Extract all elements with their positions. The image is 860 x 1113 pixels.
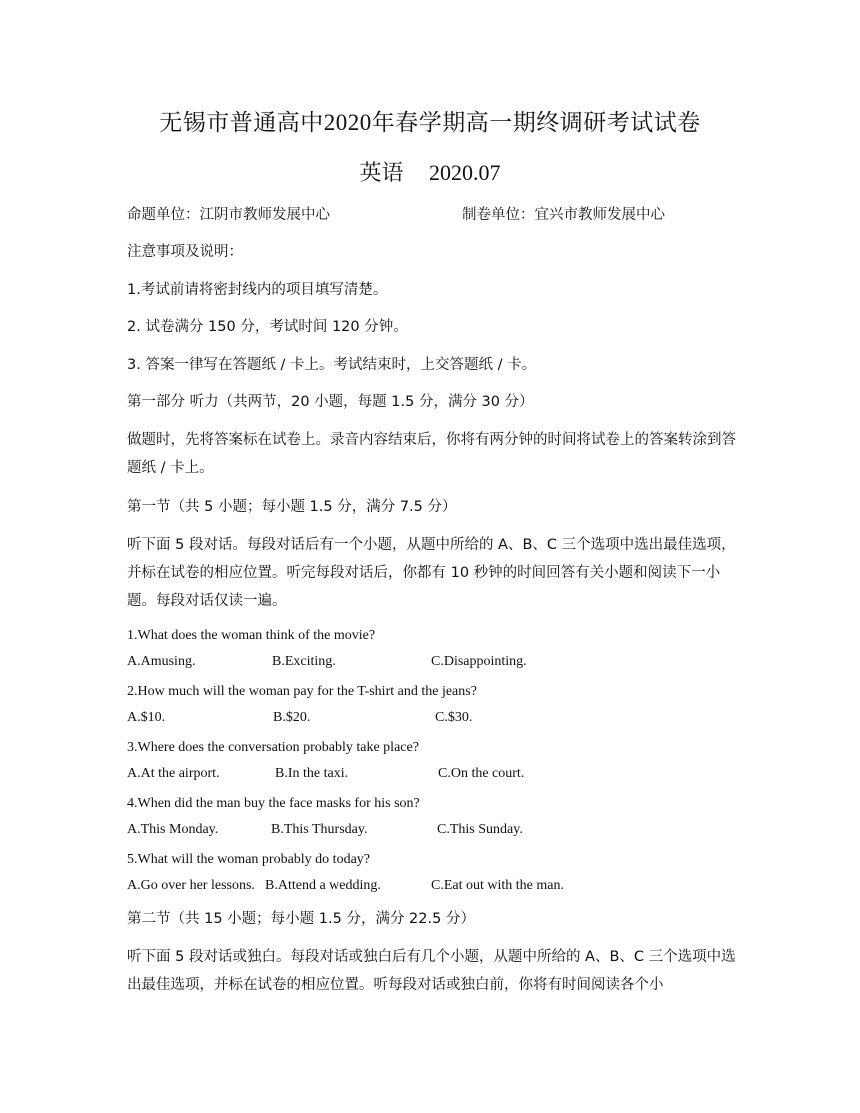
option-a: A.Go over her lessons. [127, 878, 255, 893]
subject-label: 英语 [359, 160, 404, 185]
option-c: C.This Sunday. [437, 822, 523, 837]
note-item: 2. 试卷满分 150 分，考试时间 120 分钟。 [127, 319, 408, 335]
section2-instructions: 听下面 5 段对话或独白。每段对话或独白后有几个小题，从题中所给的 A、B、C 三个选项中选出最佳选项，并标在试卷的相应位置。听每段对话或独白前，你将有时间阅读各个小 [127, 949, 736, 993]
section2-heading: 第二节（共 15 小题；每小题 1.5 分，满分 22.5 分） [127, 911, 475, 927]
setter-unit: 命题单位：江阴市教师发展中心 [127, 207, 330, 223]
option-b: B.In the taxi. [275, 766, 349, 781]
option-a: A.$10. [127, 710, 166, 725]
option-c: C.Eat out with the man. [431, 878, 564, 893]
part1-heading: 第一部分 听力（共两节，20 小题，每题 1.5 分，满分 30 分） [127, 394, 534, 410]
option-b: B.This Thursday. [271, 822, 368, 837]
question-stem: 4.When did the man buy the face masks for his son? [127, 796, 420, 811]
note-item: 3. 答案一律写在答题纸 / 卡上。考试结束时，上交答题纸 / 卡。 [127, 357, 537, 373]
exam-subtitle [0, 156, 860, 187]
option-b: B.$20. [273, 710, 311, 725]
notes-heading: 注意事项及说明： [127, 244, 243, 260]
option-a: A.This Monday. [127, 822, 219, 837]
section1-heading: 第一节（共 5 小题；每小题 1.5 分，满分 7.5 分） [127, 499, 457, 515]
question-stem: 2.How much will the woman pay for the T-shirt and the jeans? [127, 684, 477, 699]
option-a: A.Amusing. [127, 654, 196, 669]
question-stem: 1.What does the woman think of the movie? [127, 628, 376, 643]
option-a: A.At the airport. [127, 766, 220, 781]
section1-instructions: 听下面 5 段对话。每段对话后有一个小题，从题中所给的 A、B、C 三个选项中选出最佳选项，并标在试卷的相应位置。听完每段对话后，你都有 10 秒钟的时间回答有关小题和阅读下一小题。每段对话仅读一遍。 [127, 537, 736, 609]
printer-line [462, 205, 722, 225]
option-c: C.$30. [435, 710, 473, 725]
exam-title: 无锡市普通高中2020年春学期高一期终调研考试试卷 [159, 110, 701, 135]
question-stem: 5.What will the woman probably do today? [127, 852, 370, 867]
note-item: 1.考试前请将密封线内的项目填写清楚。 [127, 282, 388, 298]
option-b: B.Attend a wedding. [265, 878, 381, 893]
option-c: C.On the court. [438, 766, 525, 781]
part1-instructions: 做题时，先将答案标在试卷上。录音内容结束后，你将有两分钟的时间将试卷上的答案转涂到答题纸 / 卡上。 [127, 432, 736, 476]
option-b: B.Exciting. [272, 654, 336, 669]
printer-unit: 制卷单位：宜兴市教师发展中心 [462, 207, 665, 223]
option-c: C.Disappointing. [431, 654, 527, 669]
question-stem: 3.Where does the conversation probably take place? [127, 740, 419, 755]
exam-date: 2020.07 [429, 160, 501, 185]
